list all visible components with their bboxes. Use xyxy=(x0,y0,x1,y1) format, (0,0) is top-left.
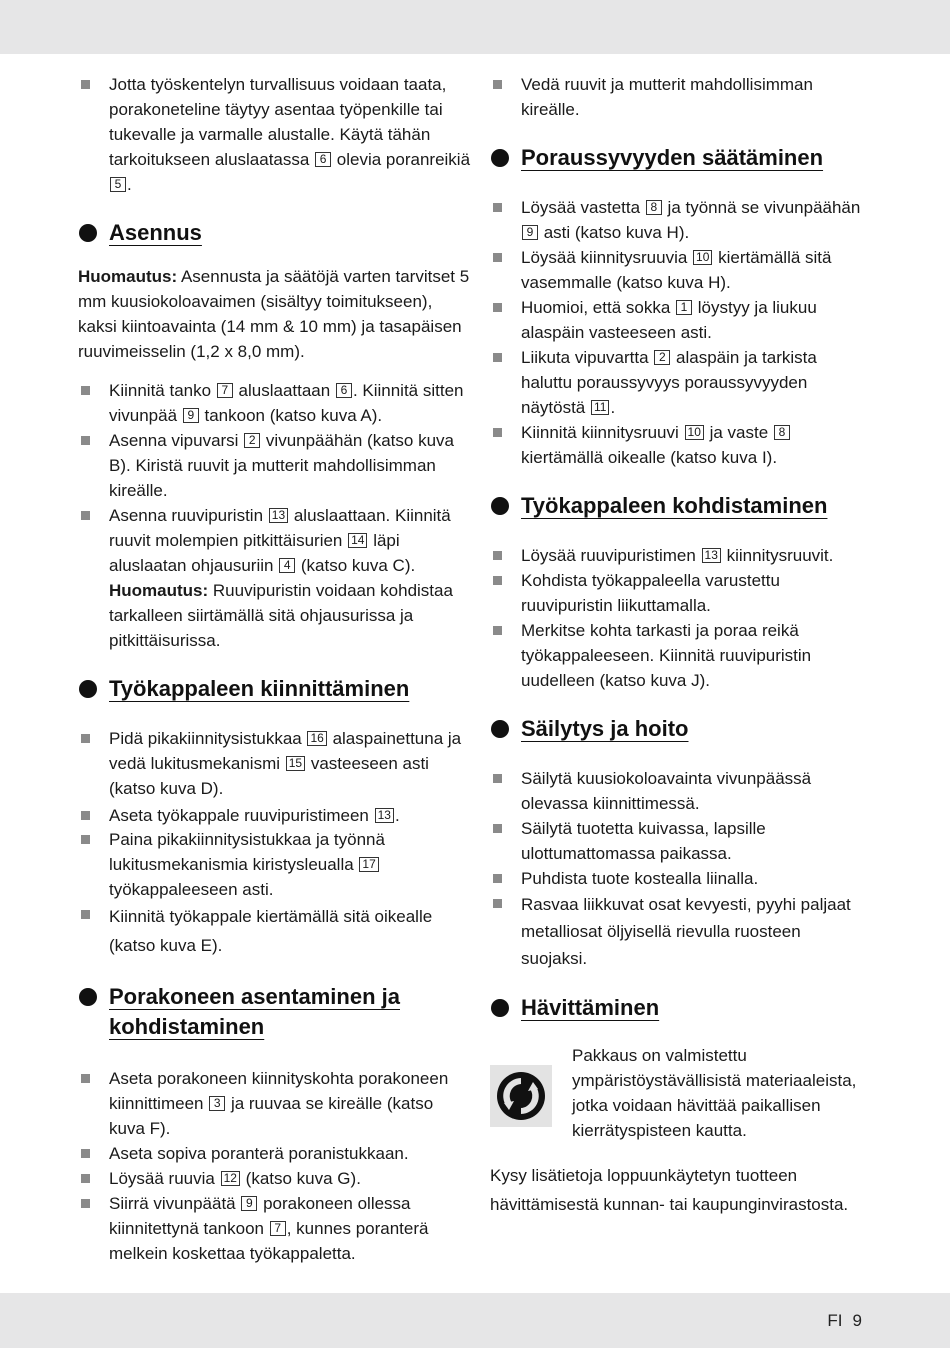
section-title: Asennus xyxy=(109,220,202,245)
section-title: Säilytys ja hoito xyxy=(521,716,689,741)
recycling-text: Pakkaus on valmistettu ympäristöystävällisistä materiaaleista, jotka voidaan hävittää paikallisen kierrätyspisteen kautta. xyxy=(572,1046,857,1140)
part-number-box: 10 xyxy=(685,425,704,440)
list-item xyxy=(78,1166,473,1191)
part-number-box: 6 xyxy=(315,152,331,167)
item-text: Liikuta vipuvartta 2 alaspäin ja tarkista haluttu poraussyvyys poraussyvyyden näytöstä 11 . xyxy=(521,348,817,417)
note-paragraph xyxy=(78,264,473,364)
item-text: Puhdista tuote kostealla liinalla. xyxy=(521,869,759,888)
section-title-line: kohdistaminen xyxy=(109,1014,265,1039)
list-item xyxy=(78,827,473,902)
list-item xyxy=(490,345,870,420)
list-item xyxy=(490,543,870,568)
part-number-box: 9 xyxy=(522,225,538,240)
list-item xyxy=(78,428,473,503)
section-dot-icon xyxy=(79,224,97,242)
bullet-icon xyxy=(81,436,90,445)
part-number-box: 13 xyxy=(702,548,721,563)
section-heading-asennus xyxy=(78,218,473,248)
list-item xyxy=(490,72,870,122)
section-title: Poraussyvyyden säätäminen xyxy=(521,145,824,170)
list-item xyxy=(78,726,473,803)
list-item xyxy=(78,1141,473,1166)
item-text: Löysää ruuvipuristimen 13 kiinnitysruuvit. xyxy=(521,546,834,565)
part-number-box: 12 xyxy=(221,1171,240,1186)
part-number-box: 16 xyxy=(307,731,326,746)
note-label: Huomautus: xyxy=(109,581,209,600)
item-text: Löysää ruuvia 12 (katso kuva G). xyxy=(109,1169,361,1188)
part-number-box: 10 xyxy=(693,250,712,265)
item-text: Löysää kiinnitysruuvia 10 kiertämällä sitä vasemmalle (katso kuva H). xyxy=(521,248,832,292)
part-number-box: 2 xyxy=(244,433,260,448)
part-number-box: 6 xyxy=(336,383,352,398)
item-text: Pidä pikakiinnitysistukkaa 16 alaspainettuna ja vedä lukitusmekanismi 15 vasteeseen asti (katso kuva D). xyxy=(109,729,462,798)
bullet-icon xyxy=(493,303,502,312)
section-dot-icon xyxy=(79,988,97,1006)
bullet-icon xyxy=(493,824,502,833)
bullet-icon xyxy=(81,910,90,919)
recycling-block xyxy=(490,1043,870,1151)
item-text: Asenna vipuvarsi 2 vivunpäähän (katso kuva B). Kiristä ruuvit ja mutterit mahdollisimman kireälle. xyxy=(109,431,454,500)
section-heading-havittaminen xyxy=(490,993,870,1023)
list-item xyxy=(490,618,870,693)
bullet-icon xyxy=(493,551,502,560)
part-number-box: 13 xyxy=(269,508,288,523)
section-heading-sailytys xyxy=(490,714,870,744)
list-item xyxy=(78,378,473,428)
part-number-box: 7 xyxy=(270,1221,286,1236)
footer-band xyxy=(0,1293,950,1348)
item-text: Kiinnitä tanko 7 aluslaattaan 6 . Kiinnitä sitten vivunpää 9 tankoon (katso kuva A). xyxy=(109,381,464,425)
section-heading-kiinnittaminen xyxy=(78,674,473,704)
list-item xyxy=(78,803,473,827)
item-text: Huomioi, että sokka 1 löystyy ja liukuu alaspäin vasteeseen asti. xyxy=(521,298,817,342)
list-item xyxy=(78,503,473,653)
section-title: Hävittäminen xyxy=(521,995,660,1020)
note-label: Huomautus: xyxy=(78,267,178,286)
part-number-box: 11 xyxy=(591,400,609,415)
item-text: Löysää vastetta 8 ja työnnä se vivunpäähän 9 asti (katso kuva H). xyxy=(521,198,861,242)
item-text: Vedä ruuvit ja mutterit mahdollisimman kireälle. xyxy=(521,75,813,119)
list-item xyxy=(490,295,870,345)
syvyys-list xyxy=(490,195,870,470)
list-item xyxy=(78,902,473,960)
list-item xyxy=(490,766,870,816)
list-item xyxy=(490,891,870,972)
section-title: Työkappaleen kiinnittäminen xyxy=(109,676,410,701)
part-number-box: 13 xyxy=(375,808,394,823)
part-number-box: 8 xyxy=(774,425,790,440)
item-text: Aseta porakoneen kiinnityskohta porakoneen kiinnittimeen 3 ja ruuvaa se kireälle (katso kuva F). xyxy=(109,1069,449,1138)
bullet-icon xyxy=(81,734,90,743)
section-title: Työkappaleen kohdistaminen xyxy=(521,493,828,518)
section-dot-icon xyxy=(491,497,509,515)
page-number xyxy=(827,1311,862,1331)
kiinnittaminen-list xyxy=(78,726,473,960)
bullet-icon xyxy=(81,511,90,520)
language-code: FI xyxy=(827,1311,843,1330)
part-number-box: 3 xyxy=(209,1096,225,1111)
closing-paragraph: Kysy lisätietoja loppuunkäytetyn tuotteen hävittämisestä kunnan- tai kaupunginvirastosta. xyxy=(490,1166,849,1214)
section-dot-icon xyxy=(491,149,509,167)
list-item xyxy=(78,72,473,197)
header-band xyxy=(0,0,950,54)
section-title-line: Porakoneen asentaminen ja xyxy=(109,984,400,1009)
bullet-icon xyxy=(81,386,90,395)
item-text: Säilytä kuusiokoloavainta vivunpäässä olevassa kiinnittimessä. xyxy=(521,769,812,813)
part-number-box: 5 xyxy=(110,177,126,192)
section-dot-icon xyxy=(491,999,509,1017)
bullet-icon xyxy=(493,899,502,908)
bullet-icon xyxy=(493,576,502,585)
list-item xyxy=(78,1191,473,1266)
section-heading-syvyys xyxy=(490,143,870,173)
bullet-icon xyxy=(493,428,502,437)
note-text: Ruuvipuristin voidaan kohdistaa tarkalleen siirtämällä sitä ohjausurissa ja pitkittäisurissa. xyxy=(109,581,453,650)
item-text: Aseta sopiva poranterä poranistukkaan. xyxy=(109,1144,409,1163)
kohdistaminen-list xyxy=(490,543,870,693)
part-number-box: 2 xyxy=(654,350,670,365)
item-text: Kiinnitä työkappale kiertämällä sitä oikealle (katso kuva E). xyxy=(109,907,433,955)
porakone-list xyxy=(78,1066,473,1266)
item-text: Aseta työkappale ruuvipuristimeen 13 . xyxy=(109,806,400,825)
part-number-box: 9 xyxy=(183,408,199,423)
list-item xyxy=(490,816,870,866)
part-number-box: 15 xyxy=(286,756,305,771)
bullet-icon xyxy=(81,1149,90,1158)
section-heading-porakone xyxy=(78,982,473,1042)
section-title xyxy=(109,982,473,1042)
list-item xyxy=(490,420,870,470)
bullet-icon xyxy=(493,774,502,783)
item-text: Siirrä vivunpäätä 9 porakoneen ollessa kiinnitettynä tankoon 7 , kunnes poranterä melkein koskettaa työkappaletta. xyxy=(109,1194,429,1263)
page-number-value: 9 xyxy=(852,1311,862,1330)
part-number-box: 1 xyxy=(676,300,692,315)
bullet-icon xyxy=(493,203,502,212)
bullet-icon xyxy=(493,874,502,883)
list-item xyxy=(490,568,870,618)
asennus-list xyxy=(78,378,473,653)
section-dot-icon xyxy=(79,680,97,698)
item-text: Rasvaa liikkuvat osat kevyesti, pyyhi paljaat metalliosat öljyisellä rievulla ruosteen suojaksi. xyxy=(521,895,851,968)
bullet-icon xyxy=(81,1199,90,1208)
sailytys-list xyxy=(490,766,870,972)
right-column xyxy=(490,72,870,1219)
part-number-box: 7 xyxy=(217,383,233,398)
bullet-icon xyxy=(493,253,502,262)
list-item xyxy=(78,1066,473,1141)
bullet-icon xyxy=(81,835,90,844)
bullet-icon xyxy=(493,626,502,635)
part-number-box: 8 xyxy=(646,200,662,215)
item-text: Paina pikakiinnitysistukkaa ja työnnä lukitusmekanismia kiristysleualla 17 työkappaleeseen asti. xyxy=(109,830,385,899)
item-text: Kiinnitä kiinnitysruuvi 10 ja vaste 8 kiertämällä oikealle (katso kuva I). xyxy=(521,423,791,467)
bullet-icon xyxy=(81,1074,90,1083)
note-text: Asennusta ja säätöjä varten tarvitset 5 mm kuusiokoloavaimen (sisältyy toimitukseen), kaksi kiintoavainta (14 mm & 10 mm) ja tasapäisen ruuvimeisselin (1,2 x 8,0 mm). xyxy=(78,267,470,361)
section-heading-kohdistaminen xyxy=(490,491,870,521)
bullet-icon xyxy=(81,811,90,820)
list-item xyxy=(490,245,870,295)
list-item xyxy=(490,195,870,245)
part-number-box: 9 xyxy=(241,1196,257,1211)
bullet-icon xyxy=(81,80,90,89)
bullet-icon xyxy=(493,353,502,362)
list-item xyxy=(490,866,870,891)
part-number-box: 14 xyxy=(348,533,367,548)
green-dot-recycling-icon xyxy=(490,1065,552,1127)
left-column xyxy=(78,72,473,1266)
part-number-box: 17 xyxy=(359,857,378,872)
section-dot-icon xyxy=(491,720,509,738)
bullet-icon xyxy=(81,1174,90,1183)
item-text: Jotta työskentelyn turvallisuus voidaan taata, porakoneteline täytyy asentaa työpenkille tai tukevalle ja varmalle alustalle. Käytä tähän tarkoitukseen aluslaatassa 6 olevia poranreikiä 5 . xyxy=(109,75,471,194)
part-number-box: 4 xyxy=(279,558,295,573)
item-text: Merkitse kohta tarkasti ja poraa reikä työkappaleeseen. Kiinnitä ruuvipuristin uudelleen (katso kuva J). xyxy=(521,621,812,690)
bullet-icon xyxy=(493,80,502,89)
item-text: Asenna ruuvipuristin 13 aluslaattaan. Kiinnitä ruuvit molempien pitkittäisurien 14 läpi aluslaatan ohjausuriin 4 (katso kuva C). xyxy=(109,506,451,575)
item-text: Kohdista työkappaleella varustettu ruuvipuristin liikuttamalla. xyxy=(521,571,780,615)
item-text: Säilytä tuotetta kuivassa, lapsille ulottumattomassa paikassa. xyxy=(521,819,766,863)
